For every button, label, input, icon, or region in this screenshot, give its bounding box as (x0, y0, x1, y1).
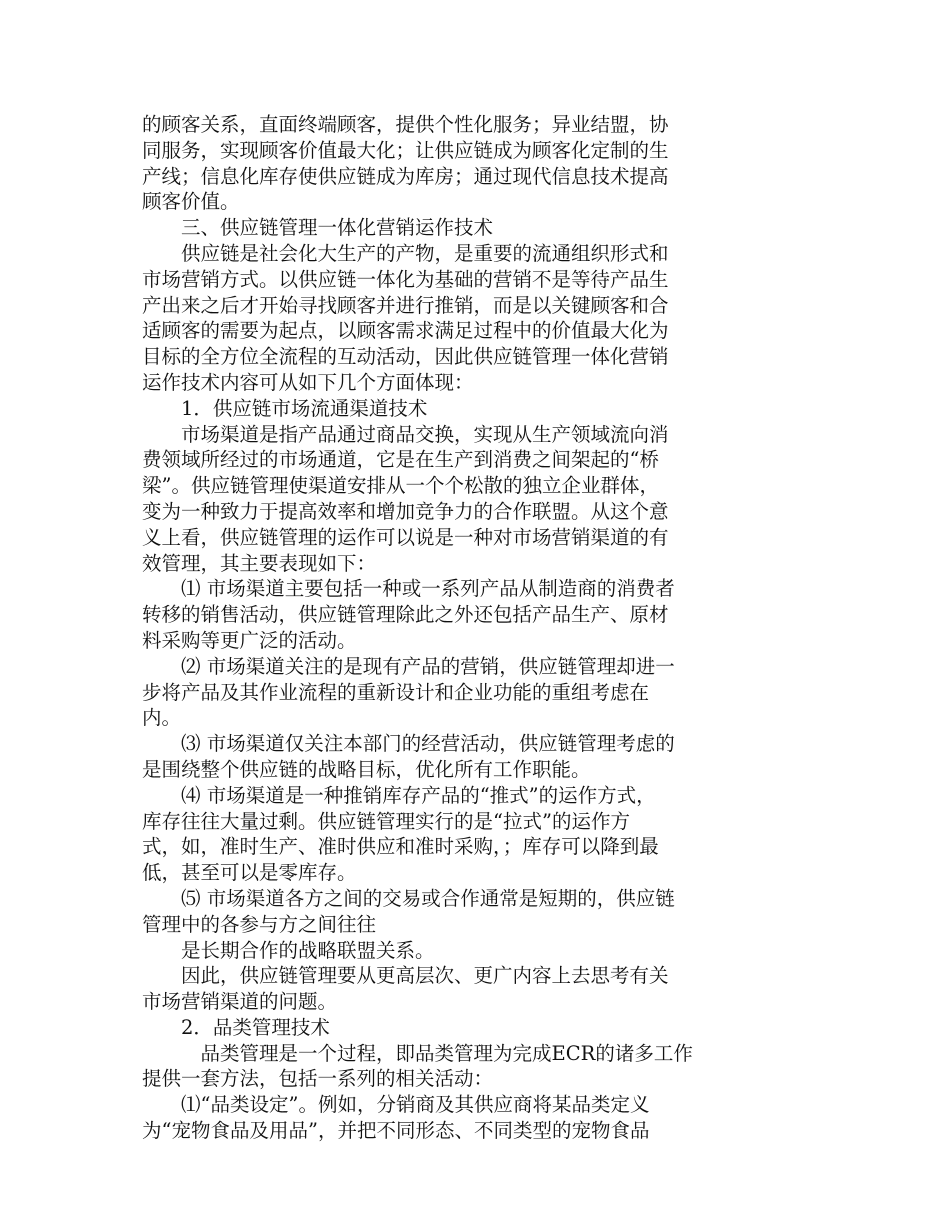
text-line: 库存往往大量过剩。供应链管理实行的是“拉式”的运作方 (142, 809, 630, 833)
text-line: 料采购等更广泛的活动。 (142, 628, 357, 652)
text-line: 梁”。供应链管理使渠道安排从一个个松散的独立企业群体， (142, 474, 659, 498)
text-line: 品类管理是一个过程，即品类管理为完成ECR的诸多工作 (142, 1041, 693, 1065)
text-line: 市场营销渠道的问题。 (142, 990, 338, 1014)
text-line: 费领域所经过的市场通道，它是在生产到消费之间架起的“桥 (142, 448, 659, 472)
text-line: 管理中的各参与方之间往往 (142, 912, 377, 936)
text-line: 1．供应链市场流通渠道技术 (142, 396, 428, 420)
text-line: 市场营销方式。以供应链一体化为基础的营销不是等待产品生 (142, 267, 669, 291)
text-line: 步将产品及其作业流程的重新设计和企业功能的重组考虑在 (142, 680, 650, 704)
text-line: 产线；信息化库存使供应链成为库房；通过现代信息技术提高 (142, 164, 669, 188)
text-line: ⑵ 市场渠道关注的是现有产品的营销，供应链管理却进一 (142, 654, 675, 678)
text-line: ⑶ 市场渠道仅关注本部门的经营活动，供应链管理考虑的 (142, 732, 675, 756)
text-line: 目标的全方位全流程的互动活动，因此供应链管理一体化营销 (142, 345, 669, 369)
text-line: 三、供应链管理一体化营销运作技术 (142, 216, 494, 240)
text-line: 供应链是社会化大生产的产物，是重要的流通组织形式和 (142, 241, 669, 265)
text-line: 运作技术内容可从如下几个方面体现： (142, 370, 474, 394)
text-line: ⑴“品类设定”。例如，分销商及其供应商将某品类定义 (142, 1093, 650, 1117)
text-line: 转移的销售活动，供应链管理除此之外还包括产品生产、原材 (142, 603, 669, 627)
document-page (142, 112, 742, 1144)
text-line: 的顾客关系，直面终端顾客，提供个性化服务；异业结盟，协 (142, 113, 669, 136)
text-line: 提供一套方法，包括一系列的相关活动： (142, 1067, 494, 1091)
text-line: 因此，供应链管理要从更高层次、更广内容上去思考有关 (142, 964, 669, 988)
text-line: ⑷ 市场渠道是一种推销库存产品的“推式”的运作方式， (142, 783, 656, 807)
text-line: ⑸ 市场渠道各方之间的交易或合作通常是短期的，供应链 (142, 886, 675, 910)
text-line: 为“宠物食品及用品”，并把不同形态、不同类型的宠物食品 (142, 1119, 650, 1143)
text-line: 产出来之后才开始寻找顾客并进行推销，而是以关键顾客和合 (142, 293, 669, 317)
text-line: 顾客价值。 (142, 190, 240, 214)
text-line: 效管理，其主要表现如下： (142, 551, 377, 575)
text-line: 变为一种致力于提高效率和增加竞争力的合作联盟。从这个意 (142, 499, 669, 523)
text-line: 是围绕整个供应链的战略目标，优化所有工作职能。 (142, 757, 591, 781)
text-line: 义上看，供应链管理的运作可以说是一种对市场营销渠道的有 (142, 525, 669, 549)
text-line: ⑴ 市场渠道主要包括一种或一系列产品从制造商的消费者 (142, 577, 675, 601)
text-line: 同服务，实现顾客价值最大化；让供应链成为顾客化定制的生 (142, 138, 669, 162)
text-line: 式，如，准时生产、准时供应和准时采购，；库存可以降到最 (142, 835, 659, 859)
text-line: 内。 (142, 706, 182, 730)
text-line: 2．品类管理技术 (142, 1015, 330, 1039)
text-line: 市场渠道是指产品通过商品交换，实现从生产领域流向消 (142, 422, 669, 446)
text-line: 低，甚至可以是零库存。 (142, 861, 357, 885)
text-line: 是长期合作的战略联盟关系。 (142, 938, 435, 962)
text-line: 适顾客的需要为起点，以顾客需求满足过程中的价值最大化为 (142, 319, 669, 343)
